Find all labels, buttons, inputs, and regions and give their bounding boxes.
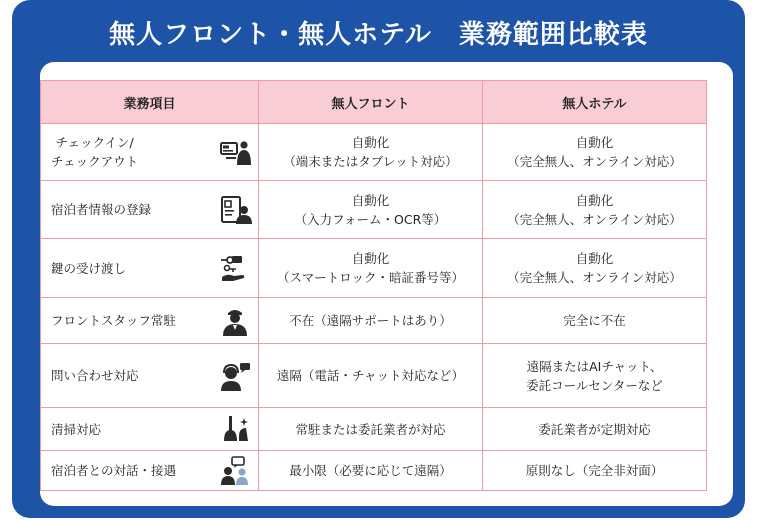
front-cell: 不在（遠隔サポートはあり） xyxy=(259,298,483,344)
hotel-cell: 自動化 （完全無人、オンライン対応） xyxy=(483,181,707,239)
comparison-table xyxy=(40,80,707,491)
hotel-cell: 完全に不在 xyxy=(483,298,707,344)
task-cell xyxy=(41,124,259,181)
task-label: 問い合わせ対応 xyxy=(51,368,139,383)
hotel-cell: 自動化 （完全無人、オンライン対応） xyxy=(483,239,707,298)
task-label: 宿泊者情報の登録 xyxy=(51,202,152,217)
task-cell xyxy=(41,298,259,344)
guest-registration-icon xyxy=(218,195,252,225)
task-label: フロントスタッフ常駐 xyxy=(51,313,176,328)
header-unmanned-front: 無人フロント xyxy=(259,81,483,124)
task-cell xyxy=(41,451,259,491)
task-label: チェックイン/ チェックアウト xyxy=(51,135,139,169)
table-row xyxy=(41,124,707,181)
task-cell xyxy=(41,344,259,408)
header-task: 業務項目 xyxy=(41,81,259,124)
front-cell: 最小限（必要に応じて遠隔） xyxy=(259,451,483,491)
header-unmanned-hotel: 無人ホテル xyxy=(483,81,707,124)
header-row xyxy=(41,81,707,124)
table-row xyxy=(41,344,707,408)
hotel-cell: 遠隔またはAIチャット、 委託コールセンターなど xyxy=(483,344,707,408)
task-label: 清掃対応 xyxy=(51,421,102,437)
task-label: 鍵の受け渡し xyxy=(51,260,127,276)
table-row xyxy=(41,408,707,451)
table-row xyxy=(41,451,707,491)
task-cell xyxy=(41,181,259,239)
cleaning-icon xyxy=(218,414,252,444)
task-cell xyxy=(41,408,259,451)
front-cell: 遠隔（電話・チャット対応など） xyxy=(259,344,483,408)
table-row xyxy=(41,181,707,239)
front-cell: 自動化 （端末またはタブレット対応） xyxy=(259,124,483,181)
key-handover-icon xyxy=(218,253,252,283)
hotel-cell: 原則なし（完全非対面） xyxy=(483,451,707,491)
hotel-cell: 委託業者が定期対応 xyxy=(483,408,707,451)
front-cell: 自動化 （入力フォーム・OCR等） xyxy=(259,181,483,239)
task-label: 宿泊者との対話・接遇 xyxy=(51,463,177,478)
front-cell: 常駐または委託業者が対応 xyxy=(259,408,483,451)
front-cell: 自動化 （スマートロック・暗証番号等） xyxy=(259,239,483,298)
guest-conversation-icon xyxy=(218,456,252,486)
front-staff-icon xyxy=(218,306,252,336)
hotel-cell: 自動化 （完全無人、オンライン対応） xyxy=(483,124,707,181)
page-title: 無人フロント・無人ホテル 業務範囲比較表 xyxy=(109,20,648,50)
support-headset-icon xyxy=(218,361,252,391)
table-row xyxy=(41,239,707,298)
checkin-kiosk-icon xyxy=(218,137,252,167)
task-cell xyxy=(41,239,259,298)
table-row xyxy=(41,298,707,344)
